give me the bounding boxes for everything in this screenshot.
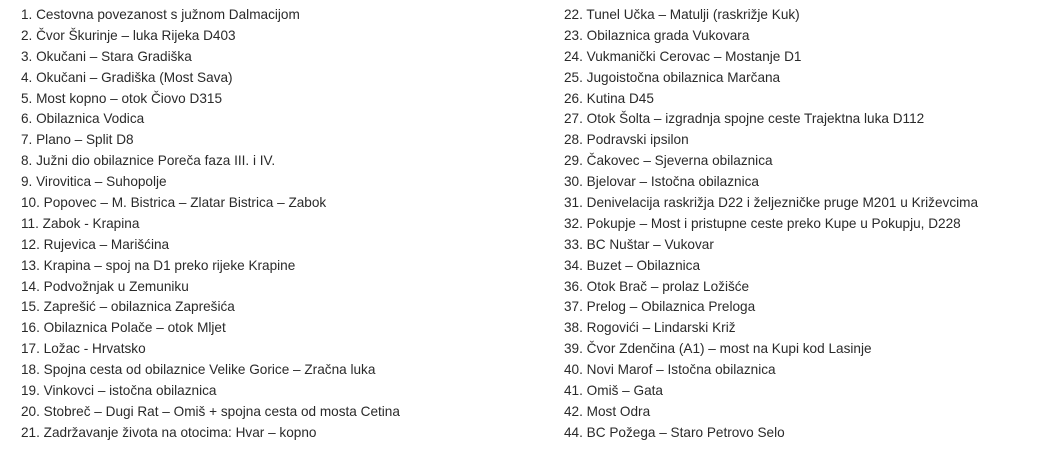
list-item: 1. Cestovna povezanost s južnom Dalmacijom xyxy=(21,7,300,22)
list-item: 37. Prelog – Obilaznica Preloga xyxy=(564,299,756,315)
list-item: 32. Pokupje – Most i pristupne ceste preko Kupe u Pokupju, D228 xyxy=(564,215,961,231)
list-item: 13. Krapina – spoj na D1 preko rijeke Krapine xyxy=(21,257,296,273)
list-item: 3. Okučani – Stara Gradiška xyxy=(21,48,192,64)
list-item: 36. Otok Brač – prolaz Ložišće xyxy=(564,278,750,294)
list-item: 33. BC Nuštar – Vukovar xyxy=(564,236,714,252)
list-item: 15. Zaprešić – obilaznica Zaprešića xyxy=(21,299,235,315)
list-item: 11. Zabok - Krapina xyxy=(21,215,140,231)
list-item: 28. Podravski ipsilon xyxy=(564,132,689,148)
left-project-list xyxy=(21,5,541,444)
list-item: 18. Spojna cesta od obilaznice Velike Gorice – Zračna luka xyxy=(21,362,376,378)
list-item: 6. Obilaznica Vodica xyxy=(21,111,145,127)
list-item: 5. Most kopno – otok Čiovo D315 xyxy=(21,90,222,106)
right-project-list xyxy=(564,5,1034,444)
list-item: 26. Kutina D45 xyxy=(564,90,654,106)
list-item: 7. Plano – Split D8 xyxy=(21,132,134,148)
list-item: 9. Virovitica – Suhopolje xyxy=(21,174,167,190)
list-item: 12. Rujevica – Marišćina xyxy=(21,236,170,252)
list-item: 31. Denivelacija raskrižja D22 i željezničke pruge M201 u Križevcima xyxy=(564,195,979,211)
list-item: 41. Omiš – Gata xyxy=(564,383,663,399)
list-item: 17. Ložac - Hrvatsko xyxy=(21,341,146,357)
list-item: 16. Obilaznica Polače – otok Mljet xyxy=(21,320,226,336)
list-item: 25. Jugoistočna obilaznica Marčana xyxy=(564,69,781,85)
list-item: 2. Čvor Škurinje – luka Rijeka D403 xyxy=(21,27,236,43)
list-item: 42. Most Odra xyxy=(564,403,651,419)
list-item: 38. Rogovići – Lindarski Križ xyxy=(564,320,736,336)
list-item: 39. Čvor Zdenčina (A1) – most na Kupi kod Lasinje xyxy=(564,341,872,357)
list-item: 21. Zadržavanje života na otocima: Hvar – kopno xyxy=(21,424,317,440)
list-item: 34. Buzet – Obilaznica xyxy=(564,257,701,273)
list-item: 20. Stobreč – Dugi Rat – Omiš + spojna cesta od mosta Cetina xyxy=(21,403,400,419)
list-item: 30. Bjelovar – Istočna obilaznica xyxy=(564,174,759,190)
list-item: 22. Tunel Učka – Matulji (raskrižje Kuk) xyxy=(564,7,800,22)
list-item: 14. Podvožnjak u Zemuniku xyxy=(21,278,189,294)
list-item: 10. Popovec – M. Bistrica – Zlatar Bistrica – Zabok xyxy=(21,195,327,211)
list-item: 23. Obilaznica grada Vukovara xyxy=(564,27,750,43)
list-item: 29. Čakovec – Sjeverna obilaznica xyxy=(564,153,773,169)
list-item: 40. Novi Marof – Istočna obilaznica xyxy=(564,362,776,378)
list-item: 24. Vukmanički Cerovac – Mostanje D1 xyxy=(564,48,802,64)
list-item: 4. Okučani – Gradiška (Most Sava) xyxy=(21,69,233,85)
list-item: 8. Južni dio obilaznice Poreča faza III. i IV. xyxy=(21,153,276,169)
list-item: 27. Otok Šolta – izgradnja spojne ceste Trajektna luka D112 xyxy=(564,111,925,127)
list-item: 19. Vinkovci – istočna obilaznica xyxy=(21,383,217,399)
list-item: 44. BC Požega – Staro Petrovo Selo xyxy=(564,424,785,440)
